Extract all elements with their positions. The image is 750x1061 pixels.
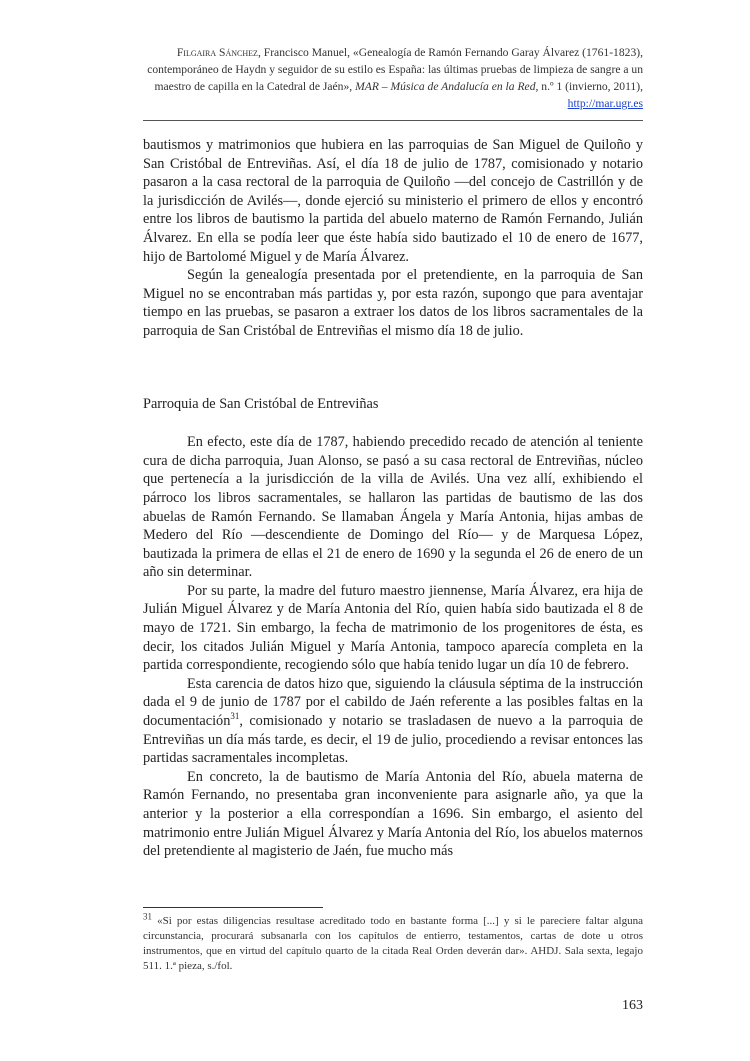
- header-issue: , n.º 1 (invierno, 2011),: [535, 80, 643, 93]
- paragraph-5-start: Esta carencia de datos hizo que, siguiendo la cláusula séptima de la instrucción dada el 9 de junio de 1787 por el cabildo de Jaén referente a las posibles faltas en la documentación: [143, 675, 643, 730]
- section-heading: Parroquia de San Cristóbal de Entreviñas: [143, 395, 379, 412]
- running-header: [140, 44, 643, 112]
- footnote: [143, 911, 643, 974]
- header-journal: MAR – Música de Andalucía en la Red: [355, 80, 536, 93]
- page-number: 163: [622, 998, 643, 1013]
- paragraph-5-end: , comisionado y notario se trasladasen de nuevo a la parroquia de Entreviñas un día más tarde, es decir, el 19 de julio, procediendo a revisar entonces las partidas sacramentales incompletas.: [143, 713, 643, 767]
- footnote-divider: [143, 907, 323, 908]
- paragraph-4: Por su parte, la madre del futuro maestro jiennense, María Álvarez, era hija de Julián Miguel Álvarez y de María Antonia del Río, quien había sido bautizada el 8 de mayo de 1721. Sin embargo, la fecha de matrimonio de los progenitores de ésta, es decir, los citados Julián Miguel y María Antonia, tampoco aparecía completa en la partida correspondiente, recogiendo sólo que había tenido lugar un día 10 de febrero.: [143, 582, 643, 674]
- paragraph-1: bautismos y matrimonios que hubiera en las parroquias de San Miguel de Quiloño y San Cristóbal de Entreviñas. Así, el día 18 de julio de 1787, comisionado y notario pasaron a la casa rectoral de la parroquia de Quiloño —del concejo de Castrillón y de la jurisdicción de Avilés—, donde ejerció su ministerio el primero de ellos y encontró entre los libros de bautismo la partida del abuelo materno de Ramón Fernando, Julián Álvarez. En ella se podía leer que éste había sido bautizado el 10 de enero de 1677, hijo de Bartolomé Miguel y de María Álvarez.: [143, 137, 643, 265]
- paragraph-5: [143, 675, 643, 768]
- header-divider: [143, 120, 643, 121]
- journal-link[interactable]: http://mar.ugr.es: [567, 97, 643, 110]
- header-author: Filgaira Sánchez: [176, 46, 258, 59]
- paragraph-6: En concreto, la de bautismo de María Antonia del Río, abuela materna de Ramón Fernando, no presentaba gran inconveniente para asignarle año, ya que la anterior y la posterior a ella correspondían a 1696. Sin embargo, el asiento del matrimonio entre Julián Miguel Álvarez y María Antonia del Río, los abuelos maternos del pretendiente al magisterio de Jaén, fue mucho más: [143, 768, 643, 860]
- footnote-text: «Si por estas diligencias resultase acreditado todo en bastante forma [...] y si le pareciere faltar alguna circunstancia, procurará subsanarla con los capítulos de entierro, testamentos, cartas de dote u otros instrumentos, que en virtud del capítulo quarto de la citada Real Orden deverán dar». AHDJ. Sala sexta, legajo 511. 1.ª pieza, s./fol.: [143, 915, 643, 972]
- header-citation: , Francisco Manuel, «Genealogía de Ramón Fernando Garay Álvarez (1761-1823), contemporáneo de Haydn y seguidor de su estilo es España: las últimas pruebas de limpieza de sangre a un maestro de capilla en la Catedral de Jaén»,: [147, 46, 643, 93]
- paragraph-3: En efecto, este día de 1787, habiendo precedido recado de atención al teniente cura de dicha parroquia, Juan Alonso, se pasó a su casa rectoral de Entreviñas, núcleo que pertenecía a la jurisdicción de la villa de Avilés. Una vez allí, exhibiendo el párroco los libros sacramentales, se hallaron las partidas de bautismo de las dos abuelas de Ramón Fernando. Se llamaban Ángela y María Antonia, hijas ambas de Medero del Río —descendiente de Domingo del Río— y de Marquesa López, bautizada la primera de ellas el 21 de enero de 1690 y la segunda el 26 de enero de un año sin determinar.: [143, 434, 643, 581]
- paragraph-2: Según la genealogía presentada por el pretendiente, en la parroquia de San Miguel no se encontraban más partidas y, por esta razón, supongo que para aventajar tiempo en las pruebas, se pasaron a extraer los datos de los libros sacramentales de la parroquia de San Cristóbal de Entreviñas el mismo día 18 de julio.: [143, 267, 643, 339]
- footnote-reference[interactable]: 31: [230, 711, 240, 722]
- main-text: [143, 136, 643, 861]
- footnote-number: 31: [143, 911, 152, 922]
